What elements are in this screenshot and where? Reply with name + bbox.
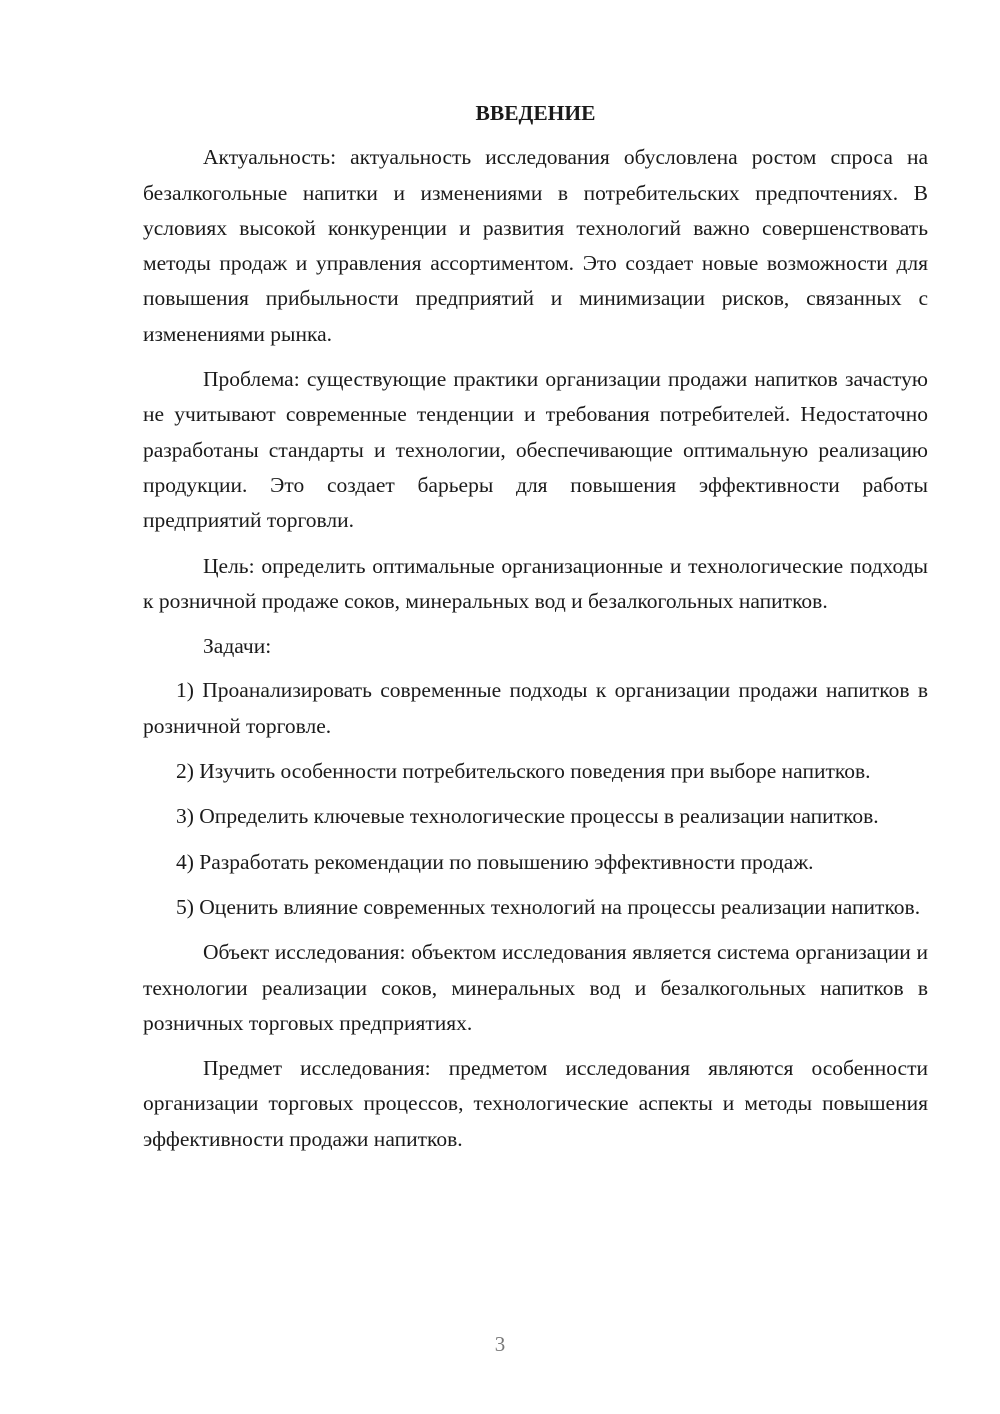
task-item: 2) Изучить особенности потребительского поведения при выборе напитков. <box>176 759 871 784</box>
page-number: 3 <box>494 1332 506 1356</box>
relevance-paragraph: Актуальность: актуальность исследования обусловлена ростом спроса на безалкогольные напитки и изменениями в потребительских предпочтениях. В условиях высокой конкуренции и развития технологий важно совершенствовать методы продаж и управления ассортиментом. Это создает новые возможности для повышения прибыльности предприятий и минимизации рисков, связанных с изменениями рынка. <box>143 145 928 346</box>
page-title: ВВЕДЕНИЕ <box>475 101 596 125</box>
object-paragraph: Объект исследования: объектом исследования является система организации и технологии реализации соков, минеральных вод и безалкогольных напитков в розничных торговых предприятиях. <box>143 940 928 1035</box>
goal-paragraph: Цель: определить оптимальные организационные и технологические подходы к розничной продаже соков, минеральных вод и безалкогольных напитков. <box>143 553 928 613</box>
subject-paragraph: Предмет исследования: предметом исследования являются особенности организации торговых процессов, технологические аспекты и методы повышения эффективности продажи напитков. <box>143 1056 928 1151</box>
problem-paragraph: Проблема: существующие практики организации продажи напитков зачастую не учитывают современные тенденции и требования потребителей. Недостаточно разработаны стандарты и технологии, обеспечивающие оптимальную реализацию продукции. Это создает барьеры для повышения эффективности работы предприятий торговли. <box>143 367 928 533</box>
task-item: 4) Разработать рекомендации по повышению эффективности продаж. <box>176 849 814 874</box>
task-item: 1) Проанализировать современные подходы к организации продажи напитков в розничной торговле. <box>143 678 928 738</box>
task-item: 3) Определить ключевые технологические процессы в реализации напитков. <box>176 804 879 829</box>
task-item: 5) Оценить влияние современных технологий на процессы реализации напитков. <box>176 894 921 919</box>
tasks-heading: Задачи: <box>203 634 272 659</box>
document-page <box>143 96 928 1167</box>
